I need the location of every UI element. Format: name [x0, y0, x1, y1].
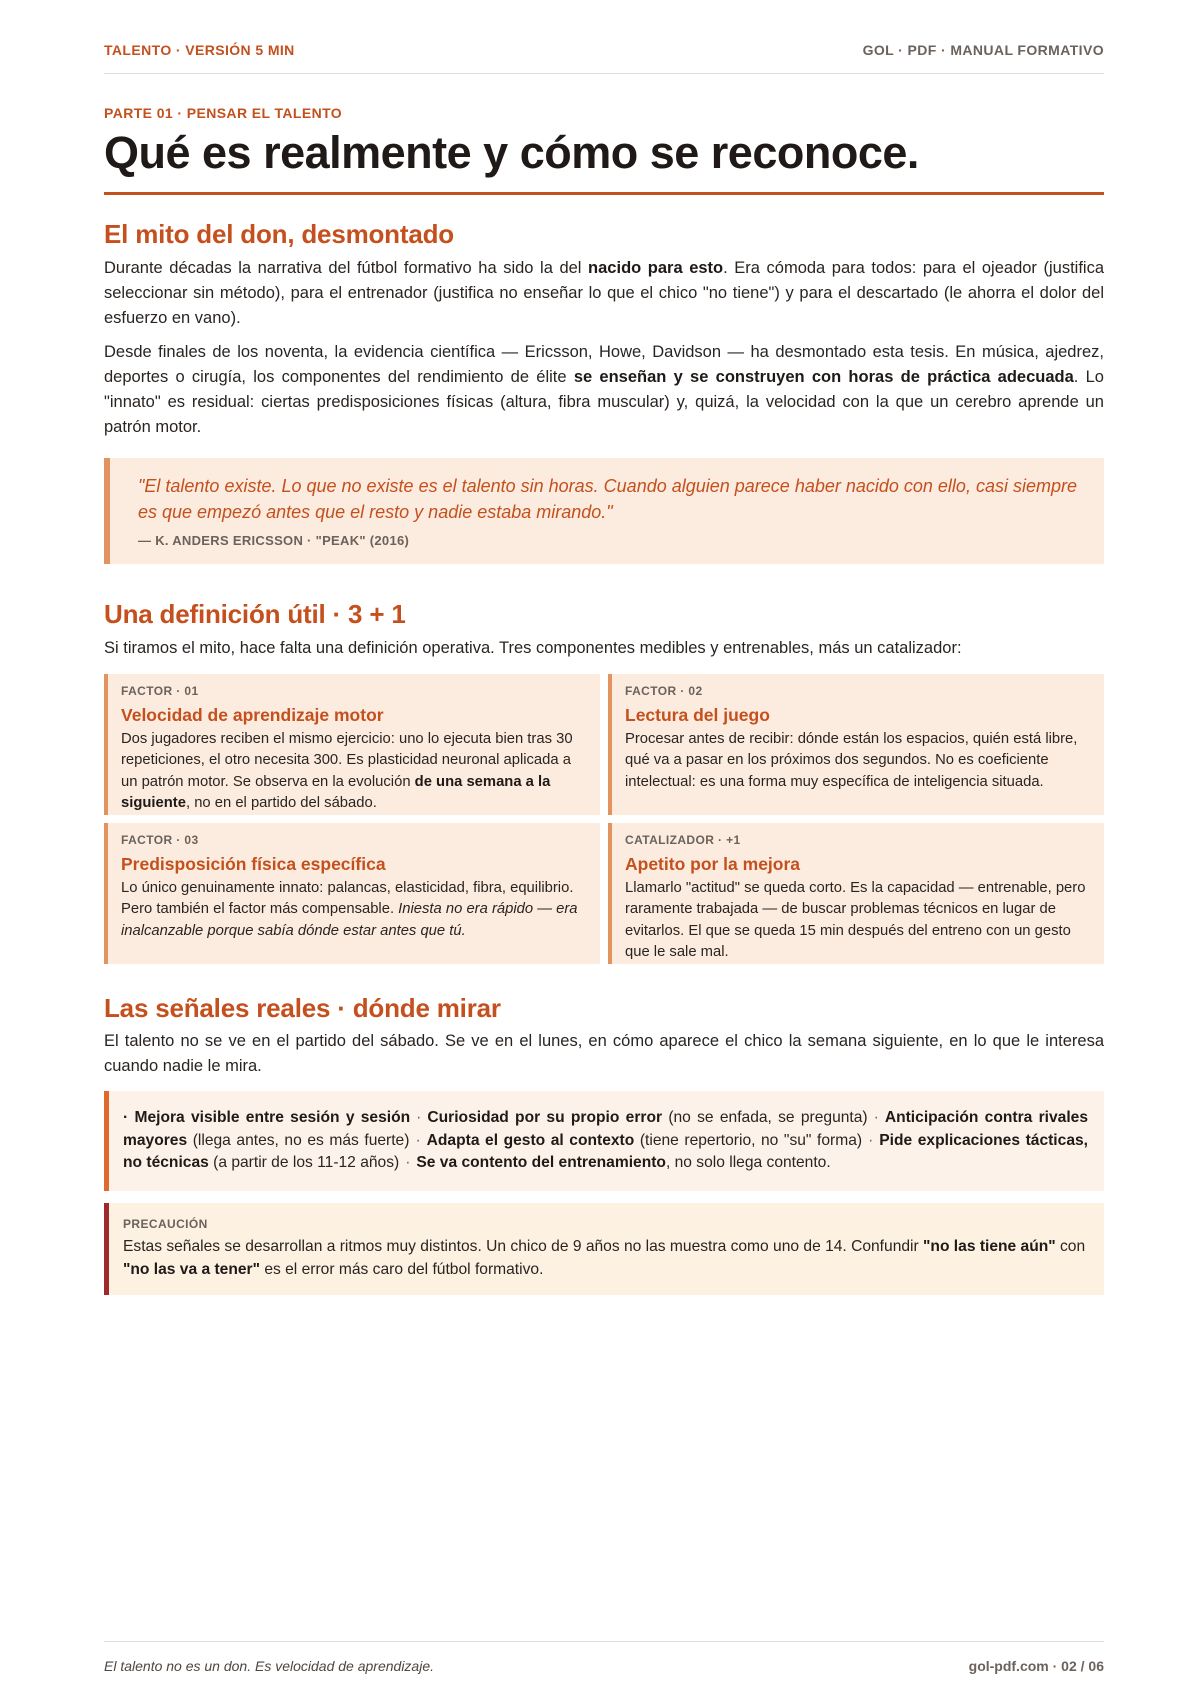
bold-run: "no las va a tener": [123, 1260, 260, 1278]
separator: ·: [416, 1109, 422, 1127]
section-kicker: PARTE 01 · PENSAR EL TALENTO: [104, 105, 343, 121]
page-footer: [104, 1641, 1104, 1674]
section2-heading: Una definición útil · 3 + 1: [104, 598, 406, 629]
section3-heading: Las señales reales · dónde mirar: [104, 992, 501, 1023]
section2-intro: Si tiramos el mito, hace falta una definición operativa. Tres componentes medibles y entrenables, más un catalizador:: [104, 638, 962, 657]
text-run: . Lo "innato" es residual: ciertas predisposiciones físicas (altura, fibra muscular) y, quizá, la velocidad con la que un cerebro aprende un patrón motor.: [104, 367, 1104, 436]
text-run: , no en el partido del sábado.: [185, 795, 377, 812]
running-header: [104, 42, 1104, 74]
card-text: [121, 729, 588, 815]
section2: [104, 598, 1104, 964]
separator: ·: [868, 1131, 874, 1149]
header-left: TALENTO · VERSIÓN 5 MIN: [104, 42, 295, 58]
footer-page-number: gol-pdf.com · 02 / 06: [968, 1658, 1104, 1674]
signals-box: [104, 1091, 1104, 1191]
text-run: Durante décadas la narrativa del fútbol formativo ha sido la del: [104, 258, 589, 277]
card-text: [121, 878, 588, 943]
text-run: Estas señales se desarrollan a ritmos muy distintos. Un chico de 9 años no las muestra como uno de 14. Confundir: [123, 1237, 924, 1255]
catalyst-card: [608, 823, 1104, 964]
header-right: GOL · PDF · MANUAL FORMATIVO: [862, 42, 1104, 58]
quote-source: — K. ANDERS ERICSSON · "PEAK" (2016): [138, 532, 410, 548]
text-run: es el error más caro del fútbol formativo.: [260, 1260, 544, 1278]
card-title: Apetito por la mejora: [625, 853, 801, 874]
card-title: Velocidad de aprendizaje motor: [121, 704, 384, 725]
signal-note: , no solo llega contento.: [665, 1154, 831, 1172]
section3-intro: El talento no se ve en el partido del sábado. Se ve en el lunes, en cómo aparece el chico la semana siguiente, en lo que le interesa cuando nadie le mira.: [104, 1032, 1104, 1076]
separator: ·: [873, 1109, 879, 1127]
factor-card: [104, 823, 600, 964]
bold-run: de una semana a la siguiente: [121, 773, 551, 812]
text-run: . Era cómoda para todos: para el ojeador (justifica seleccionar sin método), para el entrenador (justifica no enseñar lo que el chico "no tiene") y para el descartado (le ahorra el dolor del esfuerzo en vano).: [104, 258, 1105, 327]
pull-quote: [104, 458, 1104, 564]
section1-heading: El mito del don, desmontado: [104, 219, 454, 249]
card-label: CATALIZADOR · +1: [625, 832, 741, 847]
card-label: FACTOR · 02: [625, 683, 703, 698]
card-title: Lectura del juego: [625, 704, 770, 725]
factor-grid: [104, 674, 1104, 964]
quote-text: "El talento existe. Lo que no existe es el talento sin horas. Cuando alguien parece haber nacido con ello, casi siempre es que empezó antes que el resto y nadie estaba mirando.": [138, 475, 1077, 522]
caution-text: [123, 1235, 1090, 1281]
signal-note: (llega antes, no es más fuerte): [187, 1131, 410, 1149]
text-run: Lo único genuinamente innato: palancas, elasticidad, fibra, equilibrio. Pero también el factor más compensable.: [121, 879, 574, 918]
factor-card: [104, 674, 600, 815]
text-run: Dos jugadores reciben el mismo ejercicio: uno lo ejecuta bien tras 30 repeticiones, el otro necesita 300. Es plasticidad neuronal aplicada a un patrón motor. Se observa en la evolución: [121, 730, 573, 790]
separator: ·: [405, 1154, 411, 1172]
section3: [104, 992, 1104, 1295]
card-title: Predisposición física específica: [121, 853, 386, 874]
text-run: Llamarlo "actitud" se queda corto. Es la capacidad — entrenable, pero raramente trabajada — de buscar problemas técnicos en lugar de evitarlos. El que se queda 15 min después del entreno con un gesto que le sale mal.: [625, 879, 1086, 961]
text-run: con: [1055, 1237, 1086, 1255]
page-title: Qué es realmente y cómo se reconoce.: [104, 128, 1104, 195]
signal-note: (no se enfada, se pregunta): [662, 1109, 868, 1127]
section1-paragraph-1: [104, 256, 1104, 331]
signal-item: Se va contento del entrenamiento: [416, 1154, 666, 1172]
card-label: FACTOR · 03: [121, 832, 199, 847]
signal-item: Curiosidad por su propio error: [427, 1109, 663, 1127]
signal-item: Pide explicaciones tácticas, no técnicas: [123, 1131, 1088, 1172]
card-text: [625, 878, 1092, 964]
signal-note: (tiene repertorio, no "su" forma): [634, 1131, 863, 1149]
text-run: Procesar antes de recibir: dónde están los espacios, quién está libre, qué va a pasar en los próximos dos segundos. No es coeficiente intelectual: es una forma muy específica de inteligencia situada.: [625, 730, 1078, 790]
separator: ·: [415, 1131, 421, 1149]
bold-run: nacido para esto: [588, 258, 724, 277]
signal-note: (a partir de los 11-12 años): [208, 1154, 400, 1172]
italic-run: Iniesta no era rápido — era inalcanzable porque sabía dónde estar antes que tú.: [121, 901, 578, 939]
caution-label: PRECAUCIÓN: [123, 1216, 208, 1231]
section1-paragraph-2: [104, 340, 1104, 440]
card-text: [625, 729, 1092, 794]
card-label: FACTOR · 01: [121, 683, 199, 698]
bold-run: se enseñan y se construyen con horas de práctica adecuada: [573, 367, 1074, 386]
bold-run: "no las tiene aún": [923, 1237, 1056, 1255]
footer-tagline: El talento no es un don. Es velocidad de aprendizaje.: [104, 1658, 435, 1674]
signal-item: · Mejora visible entre sesión y sesión: [123, 1109, 411, 1127]
signal-item: Anticipación contra rivales mayores: [123, 1109, 1088, 1149]
factor-card: [608, 674, 1104, 815]
content: [104, 218, 1104, 1295]
text-run: Desde finales de los noventa, la evidencia científica — Ericsson, Howe, Davidson — ha desmontado esta tesis. En música, ajedrez, deportes o cirugía, los componentes del rendimiento de élite: [104, 342, 1104, 386]
signal-item: Adapta el gesto al contexto: [426, 1131, 635, 1149]
caution-box: [104, 1203, 1104, 1295]
